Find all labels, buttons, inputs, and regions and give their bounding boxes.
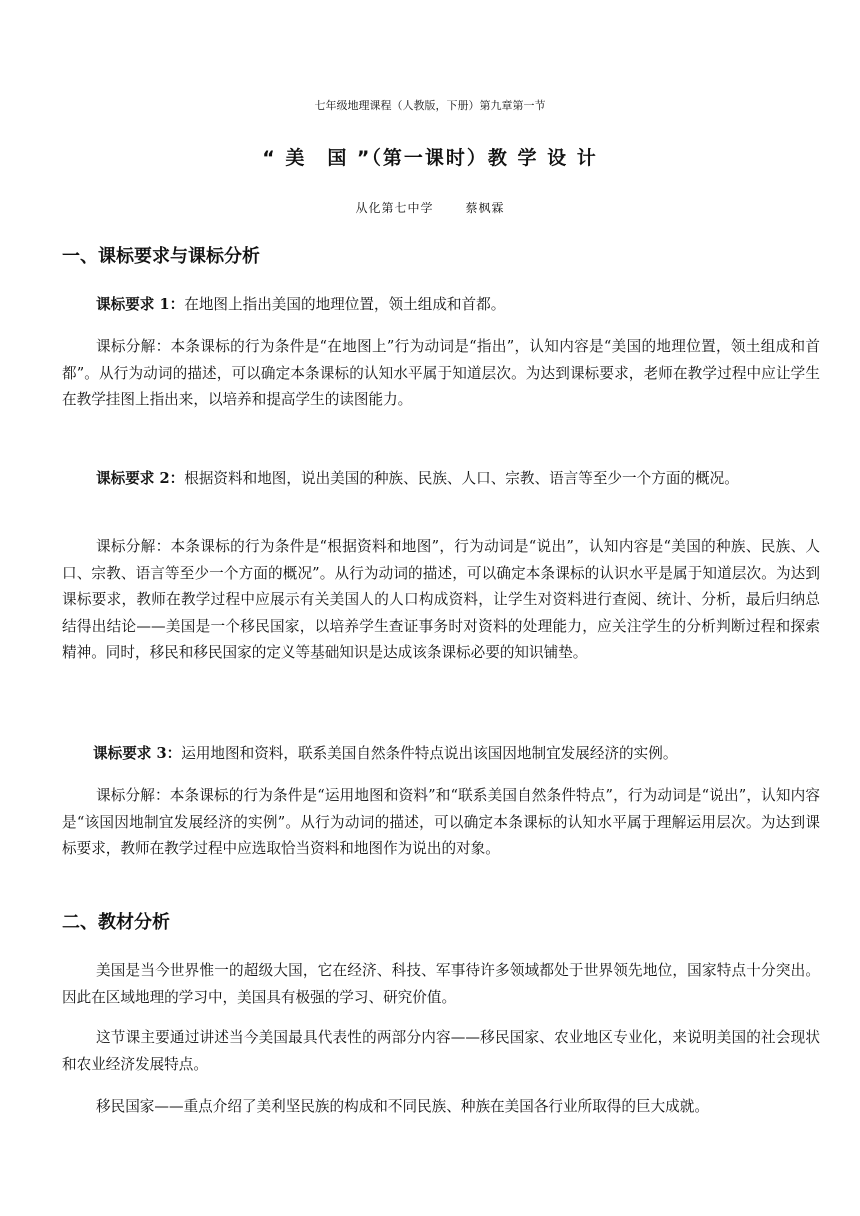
textbook-paragraph-1: 美国是当今世界惟一的超级大国，它在经济、科技、军事待许多领域都处于世界领先地位，国家特点十分突出。因此在区域地理的学习中，美国具有极强的学习、研究价值。 bbox=[62, 962, 820, 1006]
section-heading-textbook: 二、教材分析 bbox=[62, 912, 170, 933]
requirement-label: 课标要求 3： bbox=[93, 745, 182, 762]
standard-analysis-3: 课标分解：本条课标的行为条件是“运用地图和资料”和“联系美国自然条件特点”，行为动词是“说出”，认知内容是“该国因地制宜发展经济的实例”。从行为动词的描述，可以确定本条课标的认知水平属于理解运用层次。为达到课标要求，教师在教学过程中应选取恰当资料和地图作为说出的对象。 bbox=[62, 787, 820, 857]
school-name: 从化第七中学 bbox=[355, 201, 434, 215]
author-name: 蔡枫霖 bbox=[465, 201, 505, 215]
requirement-text: 运用地图和资料，联系美国自然条件特点说出该国因地制宜发展经济的实例。 bbox=[181, 745, 678, 762]
textbook-paragraph-2: 这节课主要通过讲述当今美国最具代表性的两部分内容——移民国家、农业地区专业化，来说明美国的社会现状和农业经济发展特点。 bbox=[62, 1029, 820, 1073]
standard-requirement-1 bbox=[62, 292, 820, 319]
section-heading-standards: 一、课标要求与课标分析 bbox=[62, 246, 260, 267]
standard-requirement-2 bbox=[62, 466, 820, 493]
textbook-paragraph-3: 移民国家——重点介绍了美利坚民族的构成和不同民族、种族在美国各行业所取得的巨大成就。 bbox=[96, 1098, 709, 1115]
requirement-label: 课标要求 1： bbox=[96, 296, 185, 313]
requirement-label: 课标要求 2： bbox=[96, 470, 185, 487]
standard-analysis-2: 课标分解：本条课标的行为条件是“根据资料和地图”，行为动词是“说出”，认知内容是“美国的种族、民族、人口、宗教、语言等至少一个方面的概况”。从行为动词的描述，可以确定本条课标的认识水平是属于知道层次。为达到课标要求，教师在教学过程中应展示有关美国人的人口构成资料，让学生对资料进行查阅、统计、分析，最后归纳总结得出结论——美国是一个移民国家，以培养学生查证事务时对资料的处理能力，应关注学生的分析判断过程和探索精神。同时，移民和移民国家的定义等基础知识是达成该条课标必要的知识铺垫。 bbox=[62, 538, 820, 661]
requirement-text: 在地图上指出美国的地理位置，领土组成和首都。 bbox=[184, 296, 506, 313]
author-line bbox=[0, 200, 860, 216]
requirement-text: 根据资料和地图，说出美国的种族、民族、人口、宗教、语言等至少一个方面的概况。 bbox=[184, 470, 739, 487]
standard-analysis-1: 课标分解：本条课标的行为条件是“在地图上”行为动词是“指出”，认知内容是“美国的地理位置，领土组成和首都”。从行为动词的描述，可以确定本条课标的认知水平属于知道层次。为达到课标要求，老师在教学过程中应让学生在教学挂图上指出来，以培养和提高学生的读图能力。 bbox=[62, 338, 820, 408]
document-title: “ 美 国 ”（第一课时）教 学 设 计 bbox=[262, 147, 598, 169]
standard-requirement-3 bbox=[62, 741, 820, 768]
course-caption: 七年级地理课程（人教版，下册）第九章第一节 bbox=[314, 99, 546, 112]
